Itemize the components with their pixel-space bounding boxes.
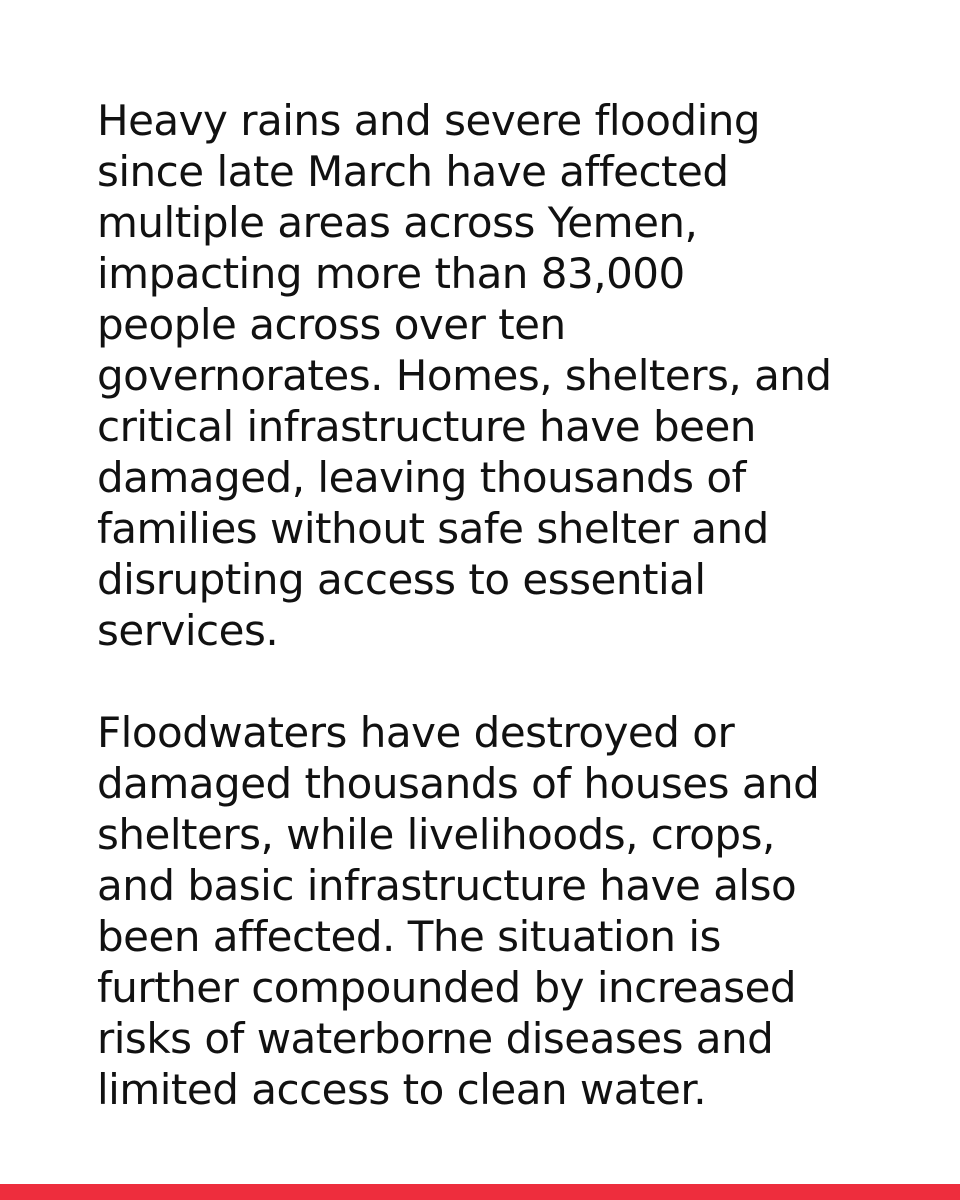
text-line: families without safe shelter and xyxy=(97,504,769,553)
text-line: disrupting access to essential xyxy=(97,555,706,604)
text-line: been affected. The situation is xyxy=(97,912,721,961)
text-line: Heavy rains and severe flooding xyxy=(97,96,761,145)
text-line: risks of waterborne diseases and xyxy=(97,1014,774,1063)
text-line: critical infrastructure have been xyxy=(97,402,756,451)
text-line: since late March have affected xyxy=(97,147,729,196)
paragraph-spacer xyxy=(97,656,897,707)
text-line: shelters, while livelihoods, crops, xyxy=(97,810,775,859)
text-line: damaged, leaving thousands of xyxy=(97,453,746,502)
text-line: impacting more than 83,000 xyxy=(97,249,685,298)
text-line: Floodwaters have destroyed or xyxy=(97,708,735,757)
bottom-accent-bar xyxy=(0,1184,960,1200)
text-line: multiple areas across Yemen, xyxy=(97,198,698,247)
article-body xyxy=(97,95,897,1115)
text-line: people across over ten xyxy=(97,300,566,349)
text-line: damaged thousands of houses and xyxy=(97,759,820,808)
text-line: and basic infrastructure have also xyxy=(97,861,797,910)
text-line: governorates. Homes, shelters, and xyxy=(97,351,832,400)
paragraph-damage-details xyxy=(97,707,897,1115)
text-line: further compounded by increased xyxy=(97,963,797,1012)
paragraph-flooding-impact xyxy=(97,95,897,656)
text-line: services. xyxy=(97,606,279,655)
text-line: limited access to clean water. xyxy=(97,1065,707,1114)
